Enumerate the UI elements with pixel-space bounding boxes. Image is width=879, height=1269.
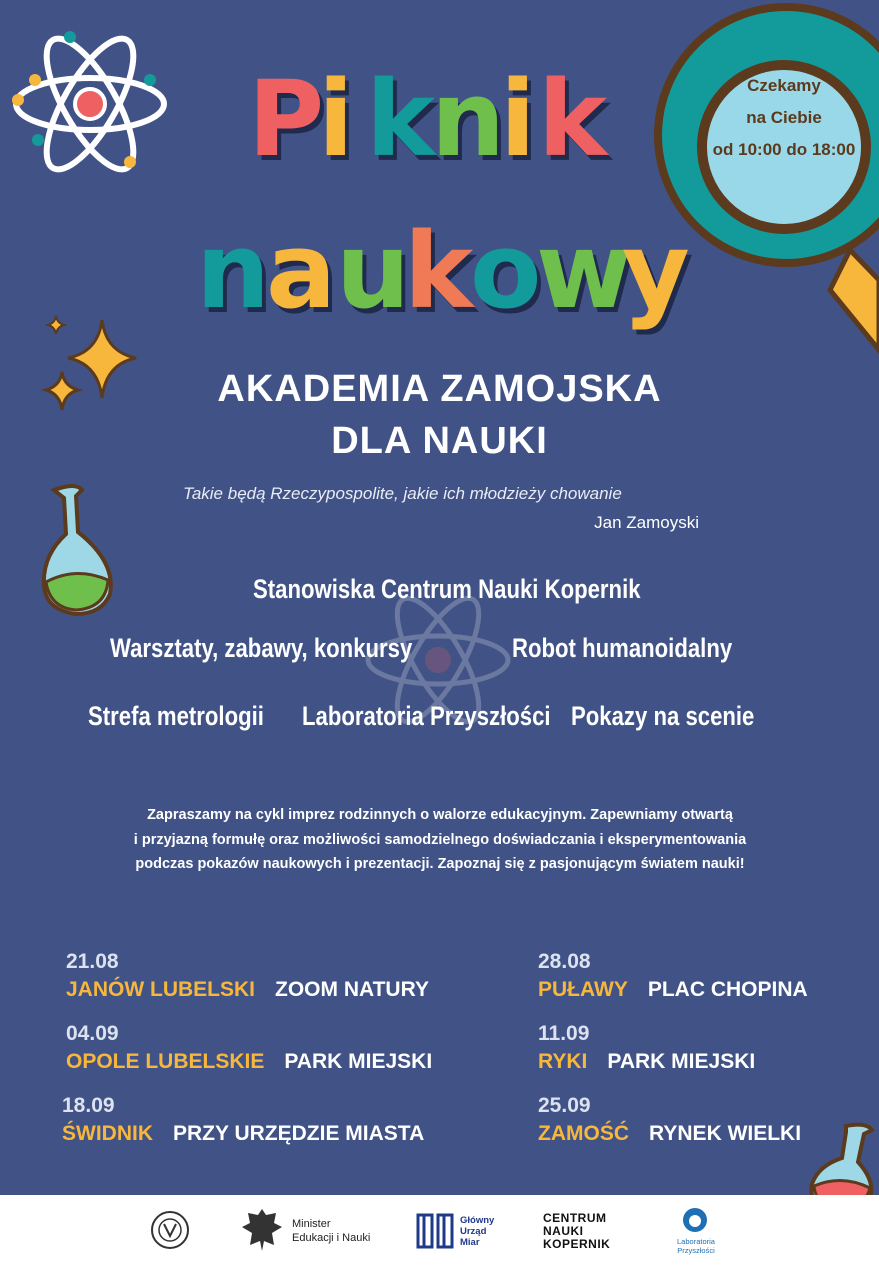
event-item	[62, 1094, 424, 1146]
ministry-line: Minister	[292, 1218, 331, 1230]
title-letter: y	[622, 210, 690, 332]
gum-logo-icon	[414, 1211, 456, 1251]
lab-logo	[668, 1237, 724, 1255]
ministry-line: Edukacji i Nauki	[292, 1232, 371, 1244]
cnk-line: NAUKI	[543, 1224, 584, 1238]
intro-line: i przyjazną formułę oraz możliwości samodzielnego doświadczania i eksperymentowania	[133, 831, 747, 848]
quote-author: Jan Zamoyski	[594, 513, 699, 532]
event-city: PUŁAWY	[538, 978, 628, 1001]
title-letter: i	[318, 58, 354, 180]
atom-icon	[10, 22, 170, 187]
title-letter: u	[336, 210, 411, 332]
event-item	[66, 950, 429, 1002]
event-place: PRZY URZĘDZIE MIASTA	[173, 1122, 425, 1145]
feature-future-labs: Laboratoria Przyszłości	[302, 701, 551, 731]
opening-hours-badge	[697, 70, 871, 166]
event-item	[66, 1022, 432, 1074]
event-place: PARK MIEJSKI	[607, 1050, 756, 1073]
gum-logo	[460, 1215, 494, 1248]
event-date: 04.09	[66, 1022, 119, 1045]
title-letter: k	[404, 210, 474, 332]
quote-text: Takie będą Rzeczypospolite, jakie ich młodzieży chowanie	[183, 484, 622, 503]
feature-metrology: Strefa metrologii	[88, 701, 264, 731]
event-city: ŚWIDNIK	[62, 1122, 153, 1145]
feature-cnk-stations: Stanowiska Centrum Nauki Kopernik	[253, 574, 641, 604]
title-letter: n	[196, 210, 271, 332]
intro-paragraph	[60, 803, 820, 877]
gum-line: Miar	[460, 1237, 480, 1248]
flask-icon	[806, 1122, 878, 1195]
cnk-line: KOPERNIK	[543, 1237, 611, 1251]
lab-line: Laboratoria	[677, 1237, 715, 1246]
title-letter: P	[248, 58, 325, 180]
event-date: 18.09	[62, 1094, 115, 1117]
eagle-icon	[240, 1205, 284, 1255]
cnk-logo	[543, 1212, 610, 1251]
title-letter: k	[538, 58, 608, 180]
ministry-logo	[292, 1217, 370, 1245]
gum-line: Urząd	[460, 1226, 487, 1237]
crest-icon	[150, 1210, 190, 1250]
event-place: ZOOM NATURY	[275, 978, 429, 1001]
lab-logo-icon	[680, 1205, 710, 1235]
title-letter: a	[266, 210, 337, 332]
title-letter: n	[431, 58, 506, 180]
event-place: PLAC CHOPINA	[647, 978, 808, 1001]
event-city: ZAMOŚĆ	[538, 1122, 629, 1145]
badge-line3: od 10:00 do 18:00	[712, 140, 856, 159]
event-city: JANÓW LUBELSKI	[66, 978, 255, 1001]
feature-stage-shows: Pokazy na scenie	[571, 701, 755, 731]
sponsor-bar	[0, 1195, 879, 1269]
cnk-line: CENTRUM	[543, 1211, 607, 1225]
event-item	[538, 1094, 801, 1146]
event-date: 28.08	[538, 950, 591, 973]
flask-icon	[36, 482, 126, 622]
event-place: PARK MIEJSKI	[284, 1050, 433, 1073]
title-letter: k	[366, 58, 436, 180]
organizer-line2: DLA NAUKI	[331, 420, 548, 462]
badge-line2: na Ciebie	[746, 108, 822, 127]
badge-line1: Czekamy	[747, 76, 821, 95]
intro-line: Zapraszamy na cykl imprez rodzinnych o walorze edukacyjnym. Zapewniamy otwartą	[147, 807, 733, 823]
event-date: 21.08	[66, 950, 119, 973]
organizer-line1: AKADEMIA ZAMOJSKA	[217, 368, 662, 410]
event-city: RYKI	[538, 1050, 588, 1073]
event-item	[538, 950, 808, 1002]
title-letter: o	[470, 210, 542, 332]
event-date: 11.09	[538, 1022, 590, 1045]
event-city: OPOLE LUBELSKIE	[66, 1050, 265, 1073]
title-letter: i	[500, 58, 536, 180]
feature-workshops: Warsztaty, zabawy, konkursy	[110, 633, 413, 663]
feature-robot: Robot humanoidalny	[512, 633, 733, 663]
gum-line: Główny	[460, 1215, 495, 1226]
intro-line: podczas pokazów naukowych i prezentacji. Zapoznaj się z pasjonującym światem nauki!	[135, 856, 745, 872]
event-place: RYNEK WIELKI	[649, 1122, 802, 1145]
event-item	[538, 1022, 755, 1074]
event-date: 25.09	[538, 1094, 591, 1117]
title-letter: w	[536, 210, 633, 332]
lab-line: Przyszłości	[677, 1246, 715, 1255]
